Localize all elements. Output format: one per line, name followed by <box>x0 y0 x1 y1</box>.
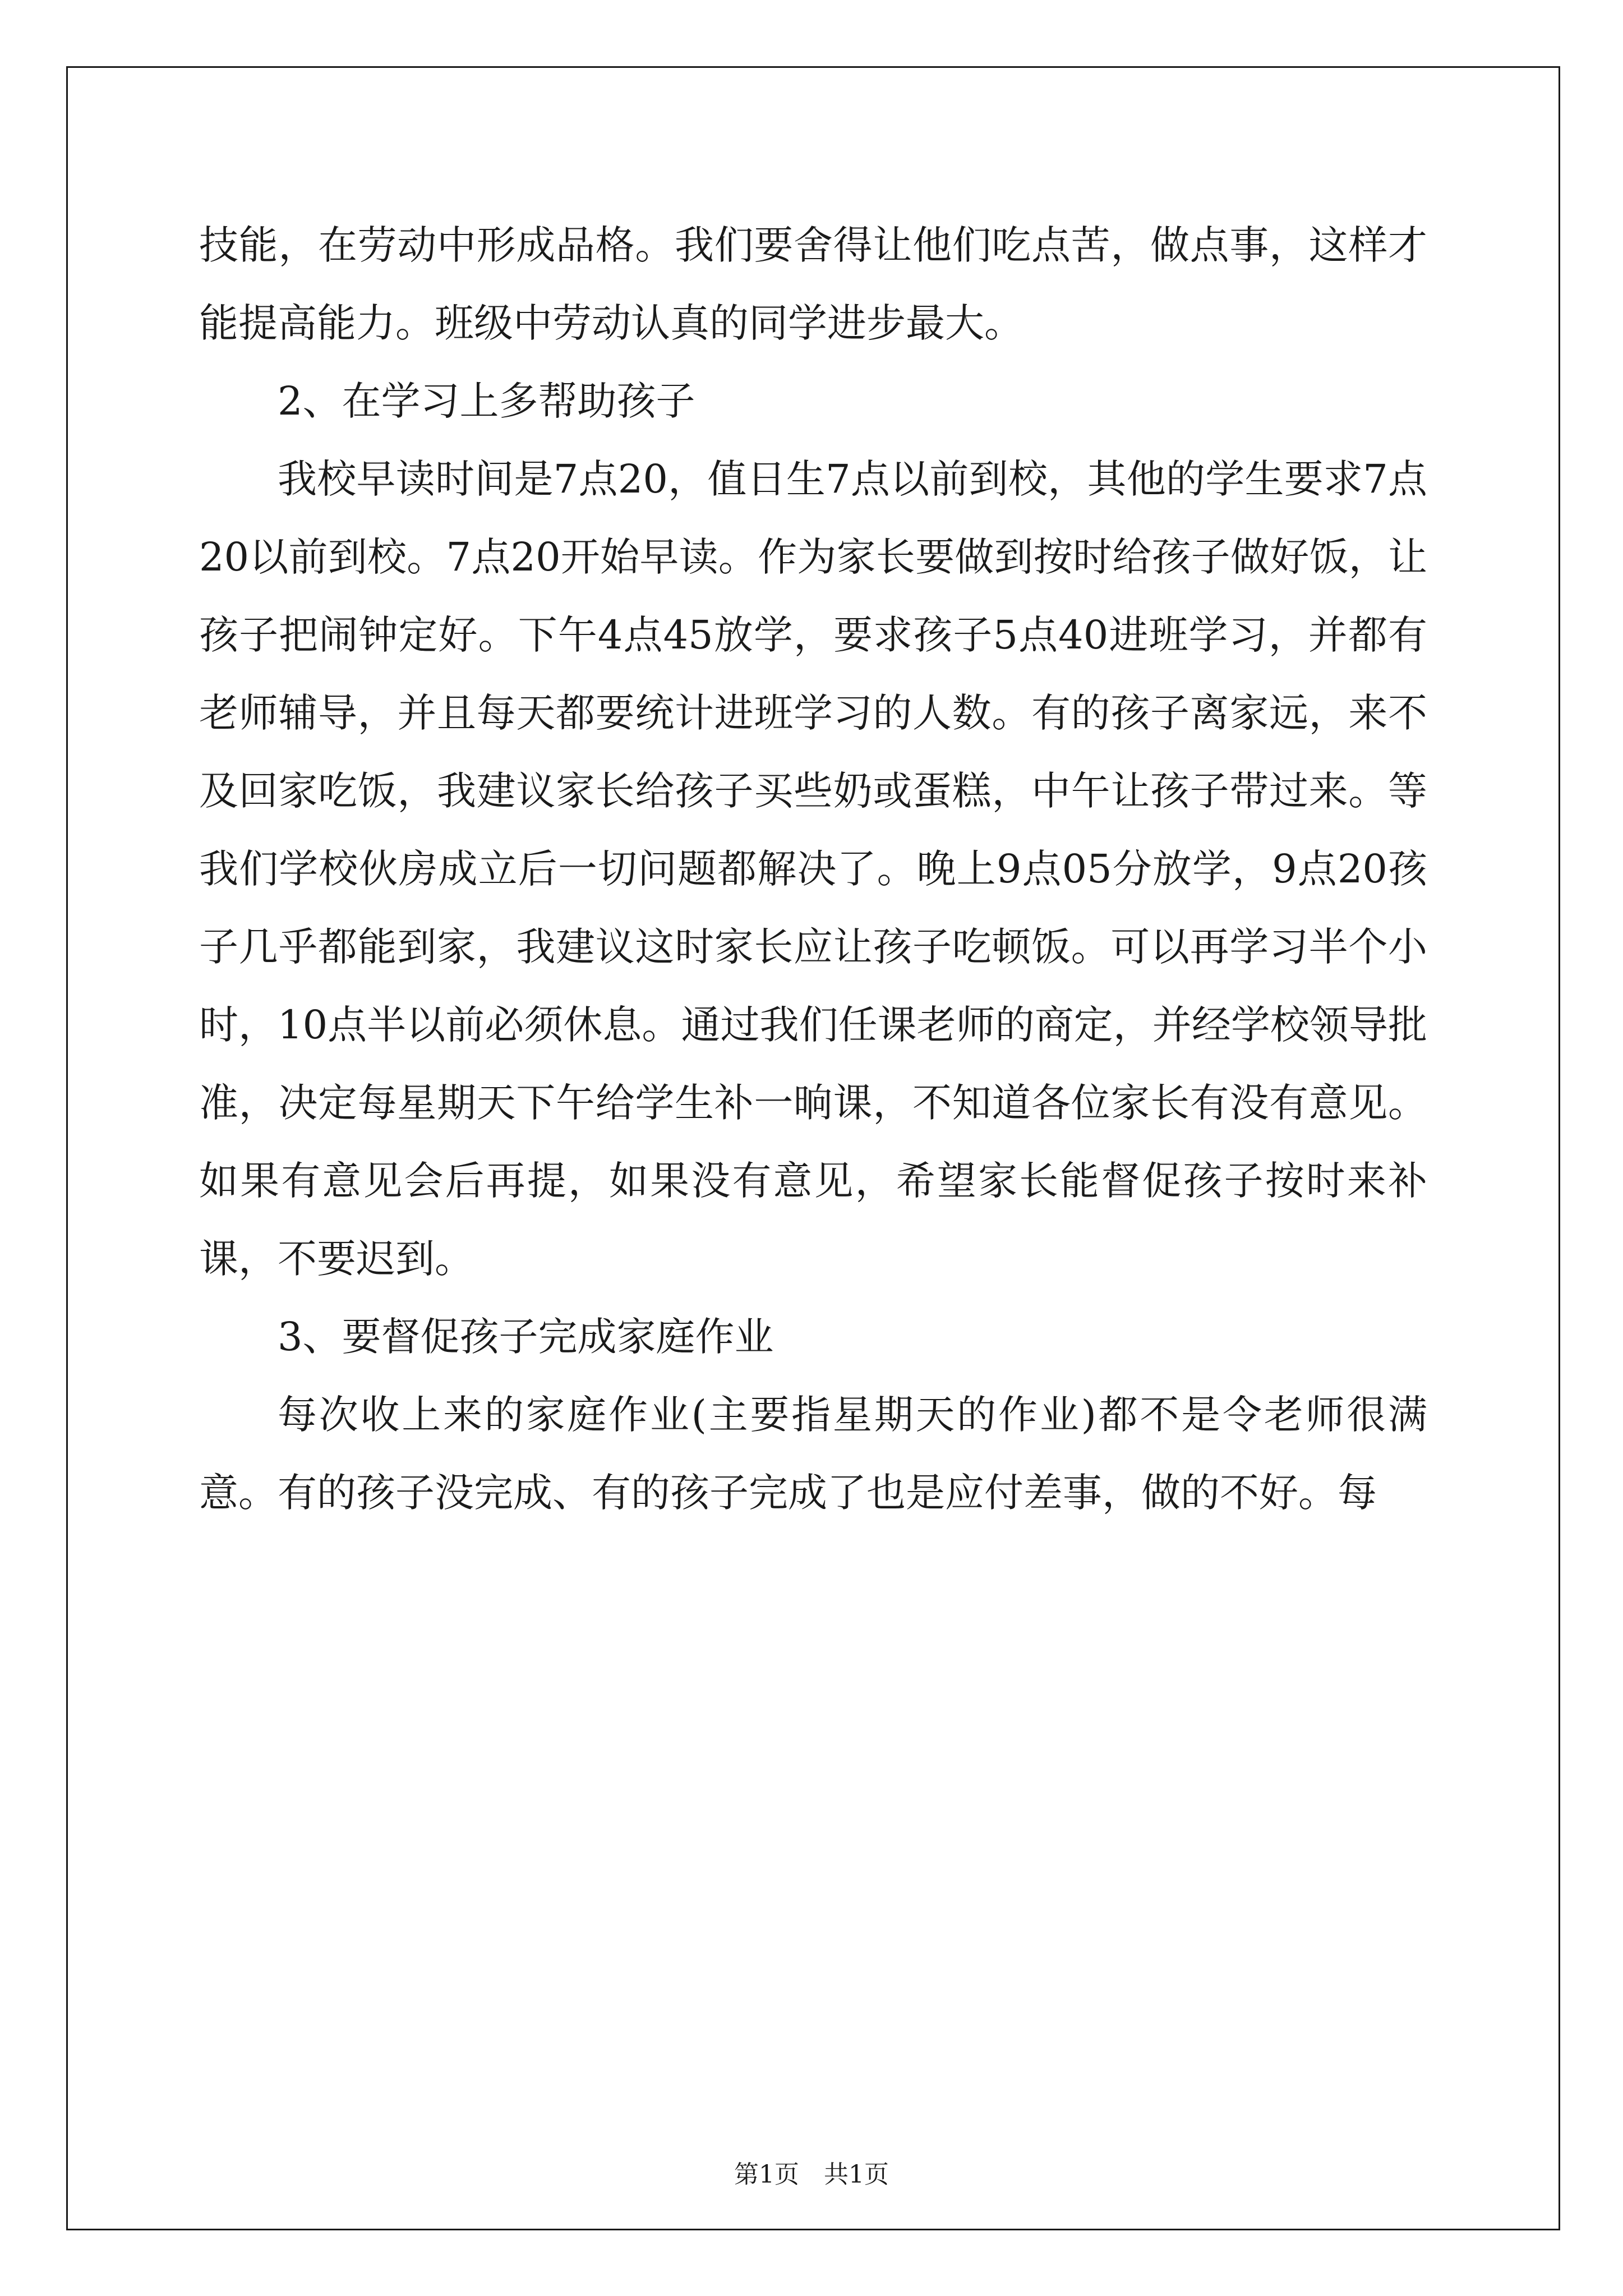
section-heading-2: 2、在学习上多帮助孩子 <box>278 378 695 424</box>
paragraph-2: 我校早读时间是7点20，值日生7点以前到校，其他的学生要求7点20以前到校。7点20开始早读。作为家长要做到按时给孩子做好饭，让孩子把闹钟定好。下午4点45放学，要求孩子5点40进班学习，并都有老师辅导，并且每天都要统计进班学习的人数。有的孩子离家远，来不及回家吃饭，我建议家长给孩子买些奶或蛋糕，中午让孩子带过来。等我们学校伙房成立后一切问题都解决了。晚上9点05分放学，9点20孩子几乎都能到家，我建议这时家长应让孩子吃顿饭。可以再学习半个小时，10点半以前必须休息。通过我们任课老师的商定，并经学校领导批准，决定每星期天下午给学生补一晌课，不知道各位家长有没有意见。如果有意见会后再提，如果没有意见，希望家长能督促孩子按时来补课，不要迟到。 <box>199 456 1427 1282</box>
section-heading-3: 3、要督促孩子完成家庭作业 <box>278 1314 774 1360</box>
page-number-footer: 第1页 共1页 <box>734 2160 889 2189</box>
document-body <box>199 206 1427 1532</box>
paragraph-3: 每次收上来的家庭作业(主要指星期天的作业)都不是令老师很满意。有的孩子没完成、有的孩子完成了也是应付差事，做的不好。每 <box>199 1392 1427 1516</box>
paragraph-1: 技能，在劳动中形成品格。我们要舍得让他们吃点苦，做点事，这样才能提高能力。班级中劳动认真的同学进步最大。 <box>199 222 1427 346</box>
